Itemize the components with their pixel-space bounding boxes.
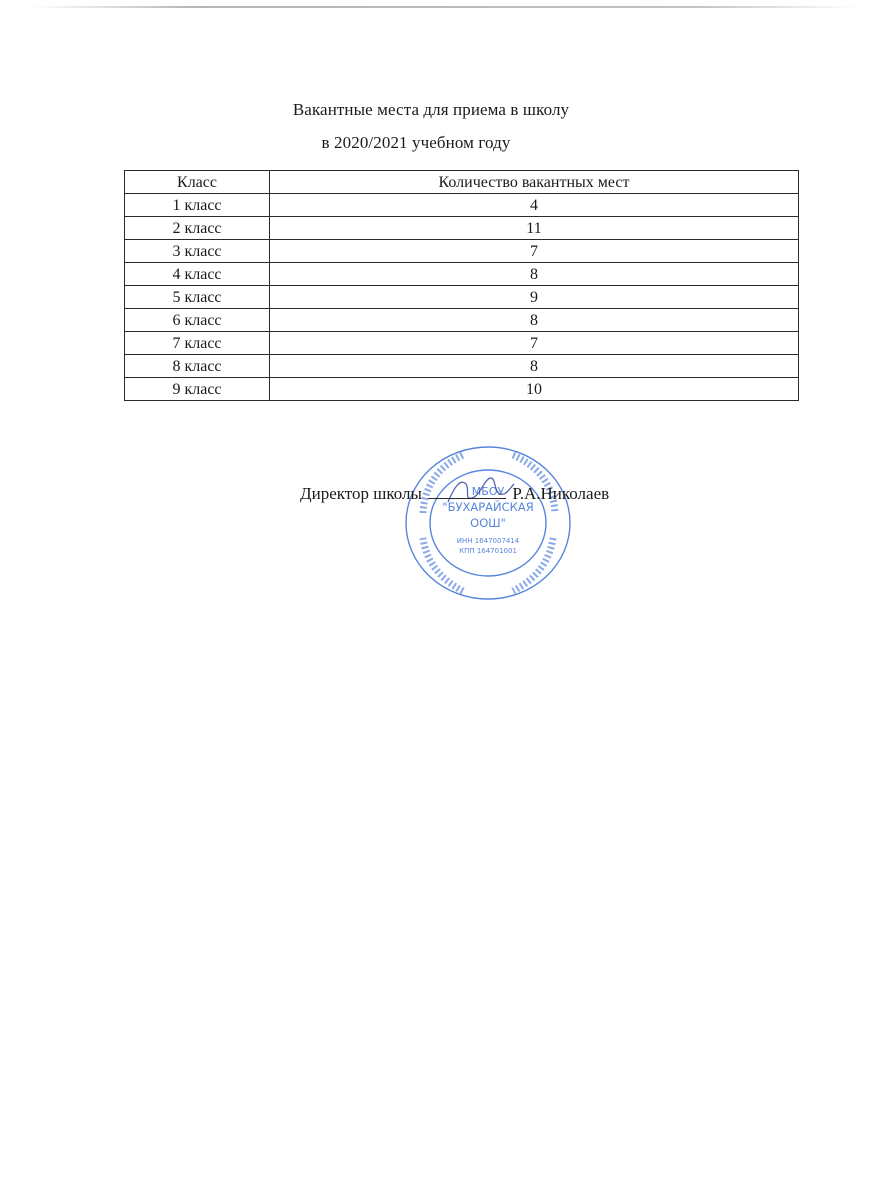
cell-class: 4 класс — [125, 263, 270, 286]
cell-class: 5 класс — [125, 286, 270, 309]
cell-class: 8 класс — [125, 355, 270, 378]
cell-count: 7 — [270, 332, 799, 355]
cell-count: 8 — [270, 309, 799, 332]
cell-count: 8 — [270, 263, 799, 286]
cell-count: 9 — [270, 286, 799, 309]
scan-edge — [30, 6, 860, 8]
cell-class: 7 класс — [125, 332, 270, 355]
document-title: Вакантные места для приема в школу — [292, 100, 570, 119]
table-row — [125, 217, 799, 240]
stamp-line1: МБОУ — [471, 485, 505, 498]
signatory-position: Директор школы — [300, 484, 422, 503]
table-row — [125, 355, 799, 378]
cell-class: 9 класс — [125, 378, 270, 401]
stamp-line5: КПП 164701001 — [459, 547, 517, 555]
cell-count: 10 — [270, 378, 799, 401]
signatory-name: Р.А.Николаев — [512, 484, 610, 503]
table-header-row — [125, 171, 799, 194]
table-row — [125, 309, 799, 332]
table-row — [125, 263, 799, 286]
table-row — [125, 378, 799, 401]
cell-class: 1 класс — [125, 194, 270, 217]
table-row — [125, 286, 799, 309]
vacancies-table — [124, 170, 799, 401]
document-subtitle: в 2020/2021 учебном году — [321, 133, 511, 152]
cell-count: 7 — [270, 240, 799, 263]
header-class: Класс — [125, 171, 270, 194]
table-row — [125, 194, 799, 217]
cell-count: 4 — [270, 194, 799, 217]
header-count: Количество вакантных мест — [270, 171, 799, 194]
stamp-line2: "БУХАРАЙСКАЯ — [442, 500, 534, 514]
signature-blank — [428, 484, 506, 499]
cell-class: 2 класс — [125, 217, 270, 240]
cell-class: 6 класс — [125, 309, 270, 332]
table-row — [125, 240, 799, 263]
cell-class: 3 класс — [125, 240, 270, 263]
cell-count: 11 — [270, 217, 799, 240]
signature-line — [300, 484, 609, 504]
table-row — [125, 332, 799, 355]
stamp-line3: ООШ" — [470, 516, 506, 530]
cell-count: 8 — [270, 355, 799, 378]
school-stamp — [403, 443, 573, 603]
stamp-line4: ИНН 1647007414 — [456, 537, 520, 545]
